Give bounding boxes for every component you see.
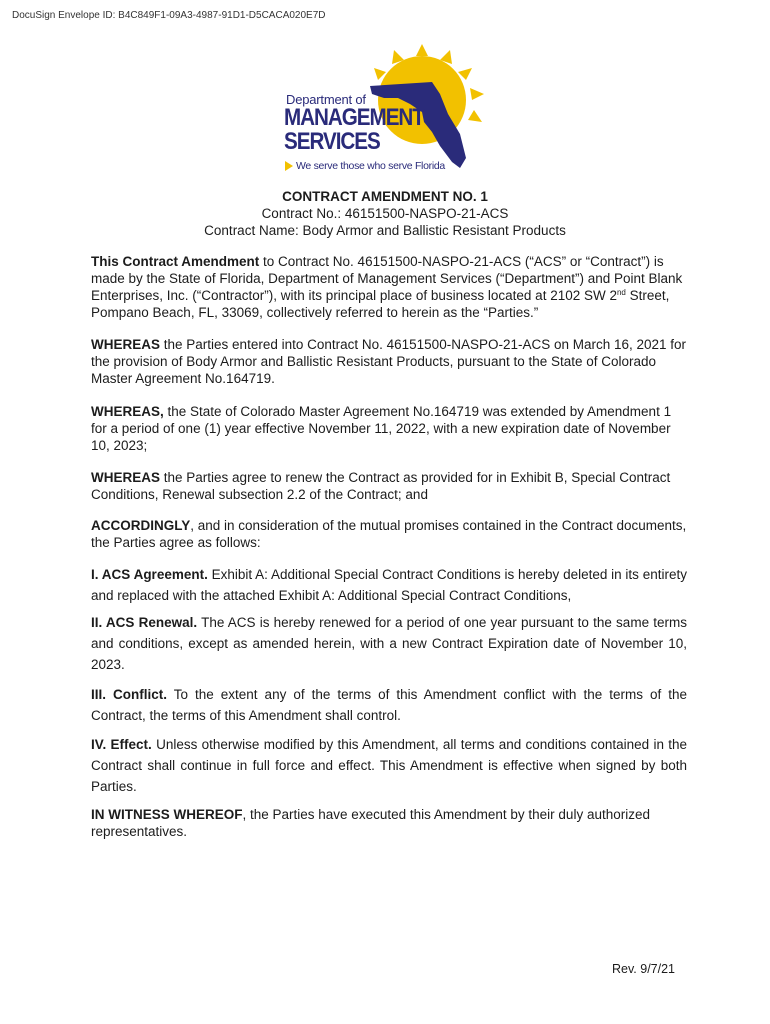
intro-paragraph bbox=[91, 253, 687, 321]
witness-paragraph bbox=[91, 806, 687, 840]
section-text: Unless otherwise modified by this Amendment, all terms and conditions contained in the Contract shall continue in full force and effect. This Amendment is effective when signed by both Parties. bbox=[91, 737, 687, 794]
intro-text: to Contract No. 46151500-NASPO-21-ACS (“ACS” or “Contract”) is made by the State of Florida, Department of Management Services (“Department”) and Point Blank Enterprises, Inc. (“Contractor”), with its principal place of business located at 2102 SW 2 bbox=[91, 254, 683, 303]
revision-date: Rev. 9/7/21 bbox=[612, 962, 676, 976]
section-acs-agreement bbox=[91, 564, 687, 606]
amendment-title: CONTRACT AMENDMENT NO. 1 bbox=[282, 189, 488, 204]
section-lead: II. ACS Renewal. bbox=[91, 615, 198, 630]
section-text: Exhibit A: Additional Special Contract Conditions is hereby deleted in its entirety and replaced with the attached Exhibit A: Additional Special Contract Conditions, bbox=[91, 567, 687, 603]
intro-lead: This Contract Amendment bbox=[91, 254, 260, 269]
whereas-paragraph-3 bbox=[91, 469, 687, 503]
logo-services-text: SERVICES bbox=[284, 128, 380, 155]
dms-logo bbox=[282, 42, 492, 178]
accordingly-lead: ACCORDINGLY bbox=[91, 518, 191, 533]
accordingly-paragraph bbox=[91, 517, 687, 551]
section-text: To the extent any of the terms of this Amendment conflict with the terms of the Contract, the terms of this Amendment shall control. bbox=[91, 687, 687, 723]
intro-superscript: nd bbox=[616, 288, 626, 297]
accordingly-text: , and in consideration of the mutual promises contained in the Contract documents, the Parties agree as follows: bbox=[91, 518, 687, 550]
whereas-lead-2: WHEREAS, bbox=[91, 404, 164, 419]
section-text: The ACS is hereby renewed for a period of one year pursuant to the same terms and conditions, except as amended herein, with a new Contract Expiration date of November 10, 2023. bbox=[91, 615, 688, 672]
contract-number: Contract No.: 46151500-NASPO-21-ACS bbox=[261, 206, 509, 221]
section-effect bbox=[91, 734, 687, 797]
whereas-paragraph-2 bbox=[91, 403, 687, 454]
whereas-lead-1: WHEREAS bbox=[91, 337, 161, 352]
section-lead: IV. Effect. bbox=[91, 737, 152, 752]
section-conflict bbox=[91, 684, 687, 726]
whereas-paragraph-1 bbox=[91, 336, 687, 387]
logo-tagline: We serve those who serve Florida bbox=[296, 160, 445, 172]
whereas-lead-3: WHEREAS bbox=[91, 470, 161, 485]
docusign-envelope-id: DocuSign Envelope ID: B4C849F1-09A3-4987-91D1-D5CACA020E7D bbox=[12, 10, 326, 21]
whereas-text-2: the State of Colorado Master Agreement No.164719 was extended by Amendment 1 for a period of one (1) year effective November 11, 2022, with a new expiration date of November 10, 2023; bbox=[91, 404, 672, 453]
play-triangle-icon bbox=[285, 161, 293, 171]
witness-text: , the Parties have executed this Amendment by their duly authorized representatives. bbox=[91, 807, 650, 839]
contract-name: Contract Name: Body Armor and Ballistic Resistant Products bbox=[204, 223, 566, 238]
section-acs-renewal bbox=[91, 612, 687, 675]
intro-text-end: Street, Pompano Beach, FL, 33069, collectively referred to herein as the “Parties.” bbox=[91, 288, 670, 320]
section-lead: III. Conflict. bbox=[91, 687, 167, 702]
whereas-text-3: the Parties agree to renew the Contract as provided for in Exhibit B, Special Contract Conditions, Renewal subsection 2.2 of the Contract; and bbox=[91, 470, 671, 502]
section-lead: I. ACS Agreement. bbox=[91, 567, 208, 582]
logo-management-text: MANAGEMENT bbox=[284, 104, 424, 131]
whereas-text-1: the Parties entered into Contract No. 46151500-NASPO-21-ACS on March 16, 2021 for the provision of Body Armor and Ballistic Resistant Products, pursuant to the State of Colorado Master Agreement No.164719. bbox=[91, 337, 687, 386]
witness-lead: IN WITNESS WHEREOF bbox=[91, 807, 243, 822]
logo-department-text: Department of bbox=[286, 92, 366, 107]
